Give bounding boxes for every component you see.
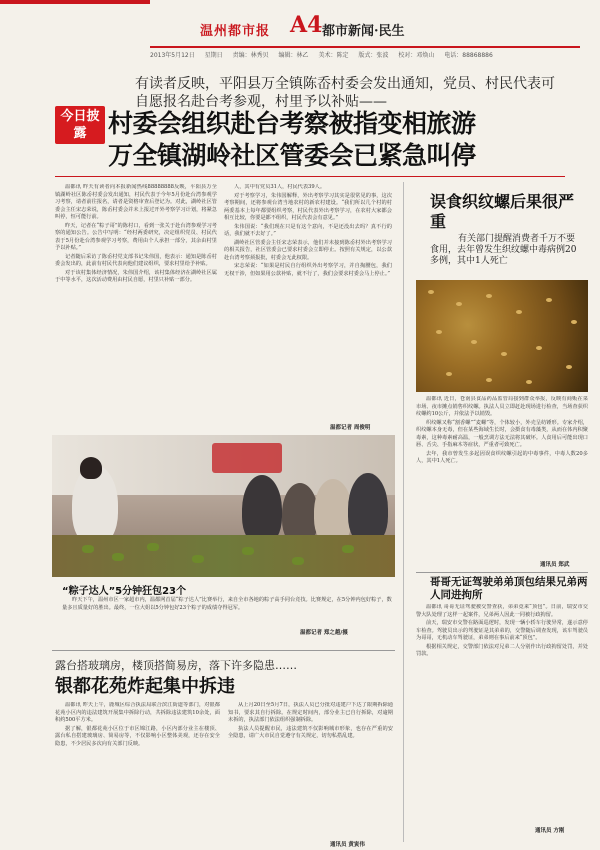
snail-shell bbox=[486, 378, 492, 382]
paragraph: 温都讯 哥哥无证驾驶被交警查获，弟弟竟来“顶包”。日前，瑞安市交警大队处理了这样一起案件，兄弟两人因此一同被行政拘留。 bbox=[416, 604, 588, 618]
dateline-item: 2013年5月12日 bbox=[150, 52, 195, 59]
newspaper-brand: 温州都市报 bbox=[200, 24, 271, 39]
photo-zongzi bbox=[342, 545, 354, 553]
snail-shell bbox=[526, 380, 532, 384]
snail-shell bbox=[501, 352, 507, 356]
dateline-item: 校对：邓焕山 bbox=[398, 52, 435, 59]
side-story1-byline: 通讯员 郑武 bbox=[540, 562, 570, 568]
side-story1-headline: 误食织纹螺后果很严重 bbox=[430, 192, 575, 231]
side-story2-body bbox=[416, 604, 588, 822]
snail-shell bbox=[486, 294, 492, 298]
lead-headline-line1: 村委会组织赴台考察被指变相旅游 bbox=[108, 109, 476, 138]
dateline-item: 编辑：林乙 bbox=[278, 52, 309, 59]
lead-kicker: 有读者反映，平阳县万全镇陈岙村委会发出通知，党员、村民代表可自愿报名赴台考参观，村里予以补贴—— bbox=[135, 76, 555, 110]
paragraph: 昨天，记者在“粽子哥”的陈村口，看到一张关于赴台湾参观学习考察的通知公告。公告中写明：“经村两委研究，决定组织党员、村民代表于5月份赴台湾参观学习考察，费用由个人承担一部分，其余由村里予以补贴。” bbox=[55, 222, 217, 251]
section-name: 都市新闻·民生 bbox=[322, 24, 405, 39]
snail-shell bbox=[456, 302, 462, 306]
photo-zongzi bbox=[292, 557, 304, 565]
dateline-item: 星期日 bbox=[204, 52, 223, 59]
paragraph: 据了解，银都花苑小区位于市区锦江路，小区内部分业主在楼顶、露台私自搭建玻璃房、简易房等，不仅影响小区整体美观，还存在安全隐患，不少居民多次向有关部门反映。 bbox=[55, 725, 220, 747]
photo-zongzi bbox=[82, 545, 94, 553]
dateline-item: 美术：陈定 bbox=[318, 52, 349, 59]
snail-shell bbox=[471, 340, 477, 344]
photo-caption bbox=[62, 597, 392, 612]
masthead-rule bbox=[150, 46, 580, 48]
side-story1-dek bbox=[430, 234, 580, 267]
story2-kicker: 露台搭玻璃房，楼顶搭简易房，落下许多隐患…… bbox=[55, 659, 297, 672]
snail-shell bbox=[546, 298, 552, 302]
story2-byline: 通讯员 黄寅伟 bbox=[330, 842, 365, 848]
dateline bbox=[150, 50, 590, 59]
snail-shell bbox=[516, 310, 522, 314]
dateline-item: 版式：张波 bbox=[358, 52, 389, 59]
photo-zongzi bbox=[242, 547, 254, 555]
paragraph: 根据相关规定，交警部门依法对兄弟二人分别作出行政拘留处罚，并处罚款。 bbox=[416, 643, 588, 657]
paragraph: 对于考察学习，朱伟国解释，外出考察学习其实是很常见的事，这次考察期间，还将参观台湾当地农村的新农村建设。“我们所以几个村的村两委基本上每年都要组织考察，村民代表外出考察学习，在农村大家都会相互比较，你要是都不组织，村民代表会有意见。” bbox=[224, 192, 392, 221]
side-story1-body bbox=[416, 396, 588, 556]
headline-rule bbox=[55, 176, 565, 177]
photo-credit: 温都记者 郑之越/摄 bbox=[300, 630, 348, 636]
corner-band bbox=[0, 0, 150, 4]
paragraph: 湖岭社区管委会主任宋志荣表示，他们并未接到陈岙村外出考察学习的相关报告，社区管委会已要求村委会立即停止。按照有关规定，以公款赴台湾考察须报批，村委会无此权限。 bbox=[224, 239, 392, 261]
paragraph: 有关部门提醒消费者千万不要食用，去年曾发生织纹螺中毒病例20多例，其中1人死亡 bbox=[430, 234, 577, 266]
paragraph: 朱伟国说：“我们现在只是有这个意向，不是还没出去吗？真不行的话，我们就不去好了。” bbox=[224, 223, 392, 237]
photo-table bbox=[52, 535, 395, 577]
story2-column-2 bbox=[228, 702, 393, 838]
snail-shell bbox=[446, 372, 452, 376]
snail-shell bbox=[428, 290, 434, 294]
side-divider bbox=[416, 572, 588, 573]
lead-column-2 bbox=[224, 184, 392, 434]
photo-person bbox=[80, 457, 102, 479]
photo-zongzi bbox=[147, 543, 159, 551]
photo-story-title: “粽子达人”5分钟狂包23个 bbox=[62, 586, 187, 597]
paragraph: 去年，我市曾发生多起因误食织纹螺引起的中毒事件，中毒人数20多人，其中1人死亡。 bbox=[416, 450, 588, 464]
masthead bbox=[0, 0, 600, 70]
today-exclusive-badge: 今日披露 bbox=[55, 106, 105, 144]
lead-headline-line2: 万全镇湖岭社区管委会已紧急叫停 bbox=[108, 141, 476, 170]
snail-shell bbox=[536, 346, 542, 350]
paragraph: 前天，瑞安市交警在路面巡逻时，发现一辆小轿车行驶异常，遂示意停车检查。驾驶员出示的驾驶证是其弟弟的，交警随后调查发现，该车驾驶员为哥哥，无机动车驾驶证，弟弟则在事后前来“顶包”。 bbox=[416, 620, 588, 641]
paragraph: 宋志荣说：“如果是村民自行组织外出考察学习，并自掏腰包，我们无权干涉，但如果用公款补贴，就不行了，我们会要求村委会马上停止。” bbox=[224, 263, 392, 277]
paragraph: 昨天下午，温州市区一家超市内，温都网首届“粽子达人”比赛举行，来自全市各地的粽子高手同台竞技。比赛规定，在5分钟内包好粽子，数量多且质量好的胜出。最终，一位大姐以5分钟包好23个粽子的成绩夺得冠军。 bbox=[62, 597, 392, 611]
photo-zongzi bbox=[112, 553, 124, 561]
dateline-item: 电话：88868886 bbox=[444, 52, 493, 59]
lead-headline bbox=[108, 108, 568, 172]
paragraph: 温都讯 昨天上午，鹿城区综合执法局联合滨江街道等部门，对银都花苑小区内的违法建筑开展集中拆除行动，共拆除违法建筑10余处，面积约500平方米。 bbox=[55, 702, 220, 723]
paragraph: 人，其中有党员31人，村民代表39人。 bbox=[234, 184, 326, 190]
nassarius-snail-photo bbox=[416, 280, 588, 392]
paragraph: 对于该村集体经济情况，朱伟国介绍，该村集体经济在湖岭社区属于中等水平，这次活动费用由村民自愿，村里只补贴一部分。 bbox=[55, 269, 217, 283]
paragraph: 温都讯 昨天有读者向本报新闻热线88888888反映，平阳县万全镇湖岭社区陈岙村委会发出通知，村民代表于今年5月份赴台湾参观学习考察，请者前往报名，请者是资格审查后登记为。对此，湖岭社区管委会主任宋志荣说，陈岙村委会并未上报过开外考察学习计划，将紧急叫停，恒可能行前。 bbox=[55, 184, 217, 220]
column-divider bbox=[403, 182, 404, 842]
paragraph: 温都讯 近日，苍南县食品药品监管局接到群众举报，反映有商贩在菜市场、夜市摊点销售织纹螺。执法人员立即赶赴现场进行检查，当场查获织纹螺约10公斤，并依法予以销毁。 bbox=[416, 396, 588, 417]
lead-byline: 温都记者 周俊明 bbox=[330, 425, 371, 431]
paragraph: 记者随后采访了陈岙村党支部书记朱伟国，他表示：通知是陈岙村委会发出的，此前有村民代表向他们建议组织，要求村里给予补贴。 bbox=[55, 253, 217, 267]
paragraph: 从上月20日至5月7日，执法人员已分批对违建户下达了限期拆除通知书，要求其自行拆除。在规定时间内，部分业主已自行拆除，对逾期未拆的，执法部门依法组织强制拆除。 bbox=[228, 702, 393, 723]
story2-column-1 bbox=[55, 702, 220, 844]
photo-zongzi bbox=[192, 555, 204, 563]
page-code: A4 bbox=[290, 12, 323, 38]
zongzi-contest-photo bbox=[52, 435, 395, 577]
paragraph: 执法人员提醒市民，违法建筑不仅影响城市形象，也存在严重的安全隐患，请广大市民自觉遵守有关规定，切勿私搭乱建。 bbox=[228, 725, 393, 739]
lead-column-1 bbox=[55, 184, 217, 434]
story2-headline: 银都花苑炸起集中拆违 bbox=[55, 676, 235, 697]
snail-shell bbox=[571, 320, 577, 324]
side-story2-byline: 通讯员 方刚 bbox=[535, 828, 565, 834]
snail-shell bbox=[566, 365, 572, 369]
paragraph: 织纹螺又称“割香螺”“麦螺”等，个体较小，外壳呈纺锤形。专家介绍，织纹螺本身无毒，但在某些海域生长时，会摄食有毒藻类，从而在体内积聚毒素，这种毒素耐高温，一般烹调方法无法将其破坏。人食用后可能出现口唇、舌尖、手指麻木等症状，严重者可致死亡。 bbox=[416, 419, 588, 448]
photo-banner bbox=[212, 443, 282, 473]
side-story2-headline: 哥哥无证驾驶弟弟顶包结果兄弟两人同进拘所 bbox=[430, 576, 588, 601]
section-divider bbox=[52, 650, 395, 651]
dateline-item: 责编：林秀贝 bbox=[232, 52, 269, 59]
snail-shell bbox=[436, 330, 442, 334]
